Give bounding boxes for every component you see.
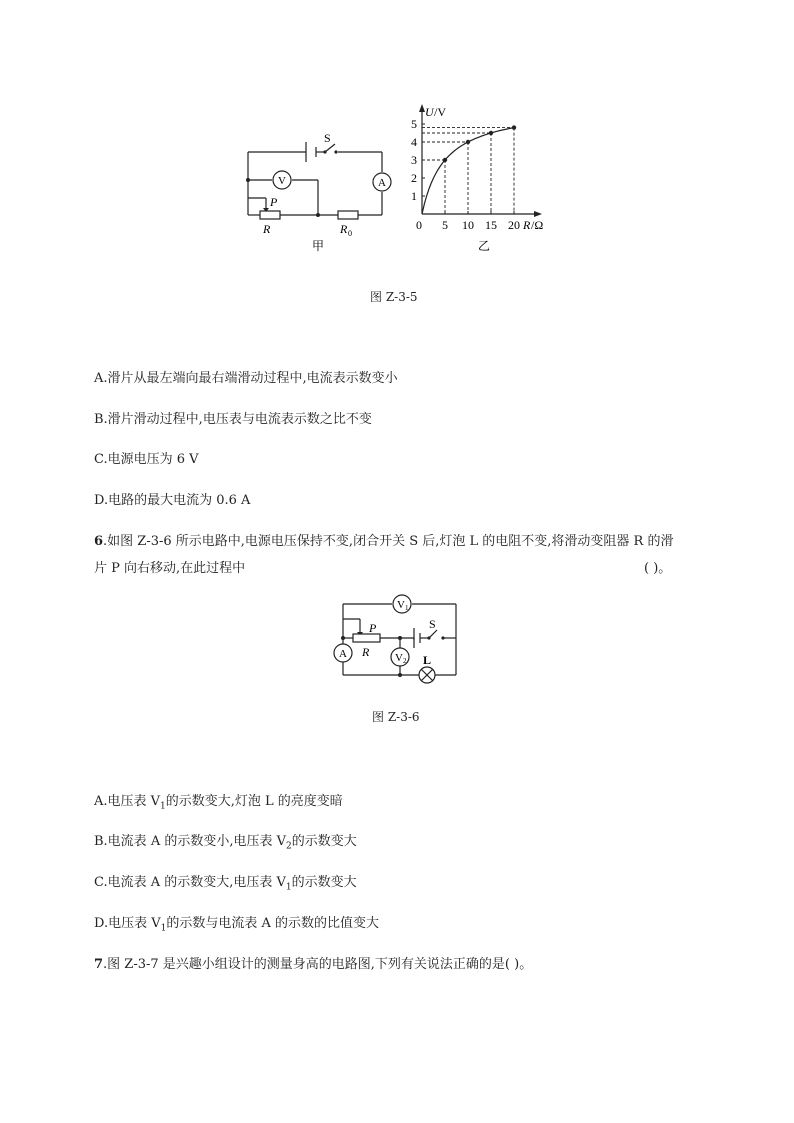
resistor-label-r0-sub: 0 [348,229,352,238]
ammeter-label-q6: A [339,648,347,660]
q7-stem [94,953,532,972]
y-tick-label-2: 2 [411,171,417,185]
slider-label-p-q6: P [369,621,377,635]
x-tick-label-20: 20 [508,218,520,232]
ammeter-label: A [378,177,386,189]
voltmeter-label: V [278,175,286,187]
figure-label-jia: 甲 [312,239,325,253]
rheostat-label-r-q6: R [362,645,370,659]
q6-option-d: D.电压表 $V_1$的示数与电流表 A 的示数的比值变大 [94,916,380,934]
q6-option-a: A.电压表 $V_1$的示数变大,灯泡 L 的亮度变暗 [94,794,343,812]
switch-label-s: S [324,131,331,145]
y-tick-label-5: 5 [411,117,417,131]
v2-label: V [395,652,403,664]
slider-label-p: P [270,195,278,209]
circuit-jia [230,120,410,260]
x-tick-label-5: 5 [442,218,448,232]
q7-stem-text: .图 Z-3-7 是兴趣小组设计的测量身高的电路图,下列有关说法正确的是( )。 [103,957,533,972]
figure-label-yi: 乙 [478,239,491,253]
data-point-1 [466,140,470,144]
y-tick-label-3: 3 [411,153,417,167]
figure-caption-z-3-5: 图 Z-3-5 [370,290,418,304]
q6-option-c: C.电流表 A 的示数变大,电压表 $V_1$的示数变大 [94,875,357,893]
x-tick-label-0: 0 [416,218,422,232]
x-tick-label-15: 15 [485,218,497,232]
resistor-label-r0: R [340,222,348,236]
q6-answer-paren: ( )。 [644,561,672,576]
q5-option-c: C.电源电压为 6 V [94,452,199,467]
q5-option-b: B.滑片滑动过程中,电压表与电流表示数之比不变 [94,412,372,427]
circuit-z-3-6 [325,592,470,687]
v2-label-sub: 2 [403,657,407,665]
q5-option-a: A.滑片从最左端向最右端滑动过程中,电流表示数变小 [94,371,398,386]
x-axis-unit: /Ω [531,218,544,232]
x-axis-label-r: R [523,218,531,232]
y-axis-label-u: U [425,105,434,119]
lamp-label-l: L [423,653,432,667]
q7-number: 7 [94,957,104,972]
x-tick-label-10: 10 [462,218,474,232]
q6-stem-line2: 片 P 向右移动,在此过程中 [94,561,246,576]
data-point-3 [512,125,516,129]
y-tick-label-4: 4 [411,135,417,149]
data-point-2 [489,131,493,135]
v1-label: V [397,599,405,611]
graph-yi [400,98,560,258]
q6-number: 6 [94,534,104,549]
q6-stem-line1 [94,530,673,549]
data-point-0 [443,158,447,162]
q5-option-d: D.电路的最大电流为 0.6 A [94,493,251,508]
y-tick-label-1: 1 [411,189,417,203]
v1-label-sub: 1 [405,604,409,612]
q6-option-b: B.电流表 A 的示数变小,电压表 $V_2$的示数变大 [94,834,357,852]
rheostat-label-r: R [263,222,271,236]
switch-label-s-q6: S [429,617,436,631]
q6-stem-text: .如图 Z-3-6 所示电路中,电源电压保持不变,闭合开关 S 后,灯泡 L 的电阻不变,将滑动变阻器 R 的滑 [103,534,674,549]
y-axis-unit: /V [434,105,446,119]
figure-caption-z-3-6: 图 Z-3-6 [372,710,420,724]
